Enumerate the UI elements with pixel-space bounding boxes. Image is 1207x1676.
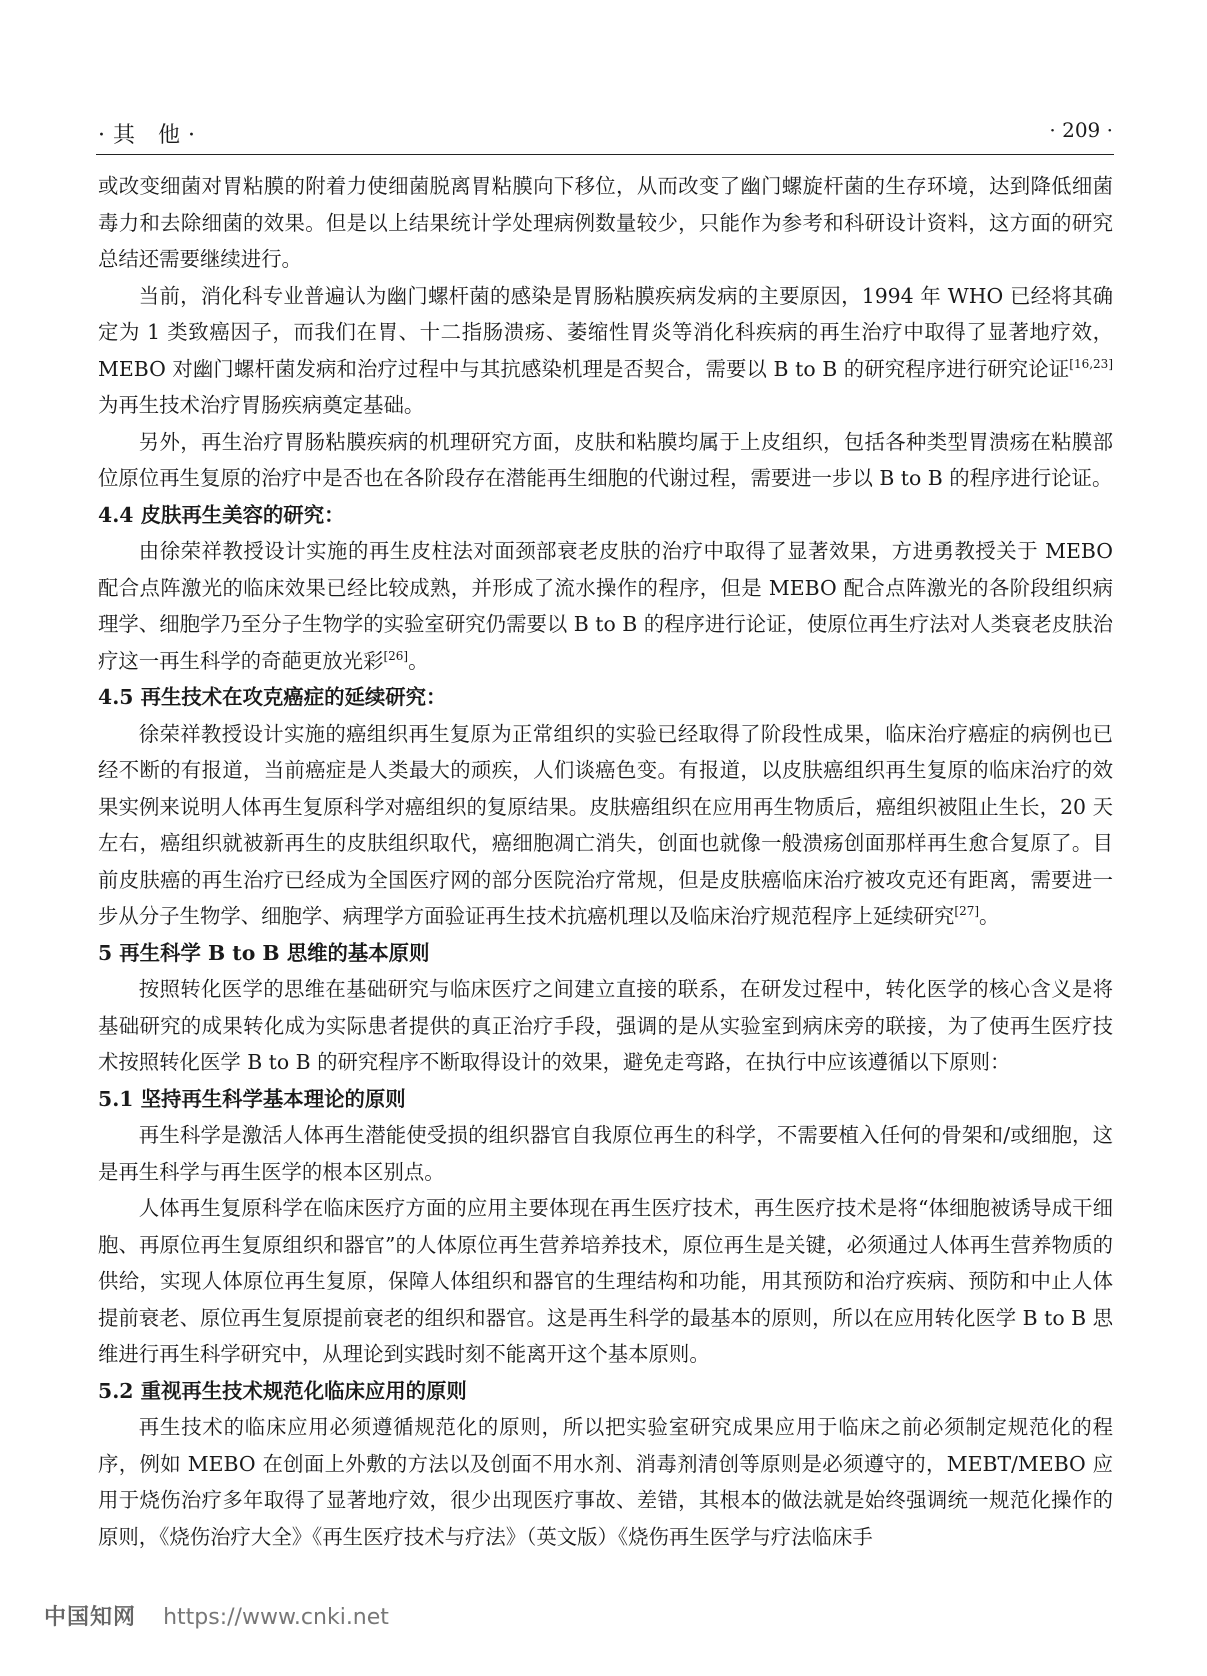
paragraph: 再生技术的临床应用必须遵循规范化的原则，所以把实验室研究成果应用于临床之前必须制定规范化的程序，例如 MEBO 在创面上外敷的方法以及创面不用水剂、消毒剂清创等原则是必须遵守的，MEBT/MEBO 应用于烧伤治疗多年取得了显著地疗效，很少出现医疗事故、差错，其根本的做法就是始终强调统一规范化操作的原则，《烧伤治疗大全》《再生医疗技术与疗法》（英文版）《烧伤再生医学与疗法临床手 xyxy=(98,1415,1113,1549)
cnki-logo: 中国知网 xyxy=(44,1605,137,1630)
section-label: ·其 他· xyxy=(98,123,203,148)
paragraph: 人体再生复原科学在临床医疗方面的应用主要体现在再生医疗技术，再生医疗技术是将“体细胞被诱导成干细胞、再原位再生复原组织和器官”的人体原位再生营养培养技术，原位再生是关键，必须通过人体再生营养物质的供给，实现人体原位再生复原，保障人体组织和器官的生理结构和功能，用其预防和治疗疾病、预防和中止人体提前衰老、原位再生复原提前衰老的组织和器官。这是再生科学的最基本的原则，所以在应用转化医学 B to B 思维进行再生科学研究中，从理论到实践时刻不能离开这个基本原则。 xyxy=(98,1196,1113,1366)
paragraph: 由徐荣祥教授设计实施的再生皮柱法对面颈部衰老皮肤的治疗中取得了显著效果，方进勇教授关于 MEBO 配合点阵激光的临床效果已经比较成熟，并形成了流水操作的程序，但是 MEBO 配合点阵激光的各阶段组织病理学、细胞学乃至分子生物学的实验室研究仍需要以 B to B 的程序进行论证，使原位再生疗法对人类衰老皮肤治疗这一再生科学的奇葩更放光彩[26]。 xyxy=(98,539,1113,673)
paragraph: 再生科学是激活人体再生潜能使受损的组织器官自我原位再生的科学，不需要植入任何的骨架和/或细胞，这是再生科学与再生医学的根本区别点。 xyxy=(98,1123,1113,1184)
citation: [27] xyxy=(954,904,980,918)
section-heading: 4.4 皮肤再生美容的研究： xyxy=(98,502,345,527)
paragraph: 按照转化医学的思维在基础研究与临床医疗之间建立直接的联系，在研发过程中，转化医学的核心含义是将基础研究的成果转化成为实际患者提供的真正治疗手段，强调的是从实验室到病床旁的联接，为了使再生医疗技术按照转化医学 B to B 的研究程序不断取得设计的效果，避免走弯路，在执行中应该遵循以下原则： xyxy=(98,977,1113,1074)
source-url[interactable]: https://www.cnki.net xyxy=(163,1605,389,1630)
header-rule xyxy=(96,154,1114,155)
section-heading: 5.2 重视再生技术规范化临床应用的原则 xyxy=(98,1378,467,1403)
section-heading: 4.5 再生技术在攻克癌症的延续研究： xyxy=(98,685,447,709)
body-text xyxy=(98,168,1113,1555)
paragraph: 另外，再生治疗胃肠粘膜疾病的机理研究方面，皮肤和粘膜均属于上皮组织，包括各种类型胃溃疡在粘膜部位原位再生复原的治疗中是否也在各阶段存在潜能再生细胞的代谢过程，需要进一步以 B to B 的程序进行论证。 xyxy=(98,429,1113,490)
citation: [16,23] xyxy=(1069,356,1113,371)
page-number: · 209 · xyxy=(1049,118,1113,142)
watermark xyxy=(44,1600,389,1631)
paragraph: 徐荣祥教授设计实施的癌组织再生复原为正常组织的实验已经取得了阶段性成果，临床治疗癌症的病例也已经不断的有报道，当前癌症是人类最大的顽疾，人们谈癌色变。有报道，以皮肤癌组织再生复原的临床治疗的效果实例来说明人体再生复原科学对癌组织的复原结果。皮肤癌组织在应用再生物质后，癌组织被阻止生长，20 天左右，癌组织就被新再生的皮肤组织取代，癌细胞凋亡消失，创面也就像一般溃疡创面那样再生愈合复原了。目前皮肤癌的再生治疗已经成为全国医疗网的部分医院治疗常规，但是皮肤癌临床治疗被攻克还有距离，需要进一步从分子生物学、细胞学、病理学方面验证再生技术抗癌机理以及临床治疗规范程序上延续研究[27]。 xyxy=(98,721,1113,928)
running-header xyxy=(98,118,1113,148)
paragraph: 当前，消化科专业普遍认为幽门螺杆菌的感染是胃肠粘膜疾病发病的主要原因，1994 年 WHO 已经将其确定为 1 类致癌因子，而我们在胃、十二指肠溃疡、萎缩性胃炎等消化科疾病的再生治疗中取得了显著地疗效，MEBO 对幽门螺杆菌发病和治疗过程中与其抗感染机理是否契合，需要以 B to B 的研究程序进行研究论证[16,23]为再生技术治疗胃肠疾病奠定基础。 xyxy=(98,283,1113,417)
section-heading: 5.1 坚持再生科学基本理论的原则 xyxy=(98,1086,406,1111)
citation: [26] xyxy=(383,648,409,663)
paragraph: 或改变细菌对胃粘膜的附着力使细菌脱离胃粘膜向下移位，从而改变了幽门螺旋杆菌的生存环境，达到降低细菌毒力和去除细菌的效果。但是以上结果统计学处理病例数量较少，只能作为参考和科研设计资料，这方面的研究总结还需要继续进行。 xyxy=(98,174,1113,271)
section-heading: 5 再生科学 B to B 思维的基本原则 xyxy=(98,940,430,965)
